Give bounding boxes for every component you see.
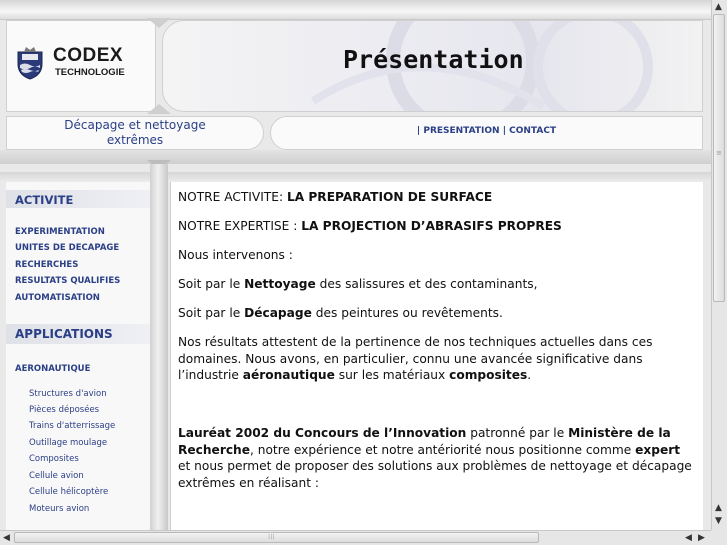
top-strip xyxy=(0,0,711,20)
text: patronné par le xyxy=(466,426,569,440)
separator-band-lower xyxy=(0,172,711,182)
gear-notch-top xyxy=(147,18,171,28)
text: , notre expérience et notre antériorité nous positionne comme xyxy=(250,442,636,457)
paragraph-nettoyage xyxy=(178,276,693,293)
text: Nos résultats attestent de la pertinence de nos techniques actuelles dans ces domaines. Nous avons, en particulier, connu une avancée significative dans l’industrie xyxy=(178,335,653,383)
nav-link-presentation[interactable]: PRESENTATION xyxy=(423,126,500,136)
nav-link-contact[interactable]: CONTACT xyxy=(509,126,557,136)
text-bold: Décapage xyxy=(244,306,312,320)
text: des salissures et des contaminants, xyxy=(315,277,538,291)
vertical-scroll-thumb[interactable] xyxy=(713,14,725,302)
sidebar-heading-activite: ACTIVITE xyxy=(6,190,150,208)
sidebar-subitem-outillage-moulage[interactable]: Outillage moulage xyxy=(29,438,108,448)
scroll-right-arrow-icon[interactable]: ▶ xyxy=(698,533,705,543)
text: et nous permet de proposer des solutions aux problèmes de nettoyage et décapage extrêmes en réalisant : xyxy=(178,459,692,490)
text-bold: Ministère de la Recherche xyxy=(178,426,671,457)
sidebar-item-automatisation[interactable]: AUTOMATISATION xyxy=(15,293,100,303)
nav-separator: | xyxy=(416,126,421,136)
sidebar-subitem-moteurs-avion[interactable]: Moteurs avion xyxy=(29,504,90,514)
text-bold: LA PROJECTION D’ABRASIFS PROPRES xyxy=(301,219,562,233)
text-bold: composites xyxy=(449,368,528,383)
text: . xyxy=(527,368,532,383)
sidebar-item-recherches[interactable]: RECHERCHES xyxy=(15,260,79,270)
text-bold: aéronautique xyxy=(242,368,335,383)
sidebar-rail xyxy=(150,164,168,530)
slogan-line-1: Décapage et nettoyage xyxy=(64,118,206,132)
sidebar-item-resultats-qualifies[interactable]: RESULTATS QUALIFIES xyxy=(15,276,121,286)
top-nav xyxy=(270,126,703,136)
text-bold: Lauréat 2002 du Concours de l’Innovation xyxy=(178,426,467,440)
text-bold: expert xyxy=(635,442,681,457)
paragraph-decapage xyxy=(178,305,693,322)
scroll-left-arrow-icon[interactable]: ◀ xyxy=(3,533,10,543)
scrollbar-corner xyxy=(711,530,727,545)
scroll-left-arrow-icon-right[interactable]: ◀ xyxy=(685,533,692,543)
sidebar-subitem-composites[interactable]: Composites xyxy=(29,454,79,464)
grip-icon-horizontal: ⁞⁞⁞ xyxy=(268,533,275,541)
page-title: Présentation xyxy=(343,45,524,74)
nav-separator: | xyxy=(502,126,506,136)
text-bold: LA PREPARATION DE SURFACE xyxy=(286,190,493,204)
sidebar-item-experimentation[interactable]: EXPERIMENTATION xyxy=(15,227,105,237)
text: sur les matériaux xyxy=(334,368,450,383)
text: des peintures ou revêtements. xyxy=(311,306,503,320)
sidebar-item-aeronautique[interactable]: AERONAUTIQUE xyxy=(15,364,91,374)
text: Nous intervenons : xyxy=(178,248,293,262)
sidebar-subitem-structures-avion[interactable]: Structures d'avion xyxy=(29,389,107,399)
text: NOTRE ACTIVITE: xyxy=(178,190,287,204)
sidebar-subitem-trains-atterrissage[interactable]: Trains d'atterrissage xyxy=(29,421,116,431)
sidebar-item-unites-de-decapage[interactable]: UNITES DE DECAPAGE xyxy=(15,243,120,253)
scroll-down-arrow-icon[interactable]: ▼ xyxy=(715,516,722,526)
paragraph-intervenons xyxy=(178,247,693,264)
sidebar-subitem-cellule-avion[interactable]: Cellule avion xyxy=(29,471,84,481)
logo-subtitle: TECHNOLOGIE xyxy=(55,67,125,78)
horizontal-scroll-thumb[interactable] xyxy=(14,532,539,543)
paragraph-resultats xyxy=(178,334,693,384)
text: NOTRE EXPERTISE : xyxy=(178,219,302,233)
text-bold: Nettoyage xyxy=(244,277,316,291)
paragraph-expertise xyxy=(178,218,693,235)
logo-wordmark: CODEX xyxy=(53,45,124,66)
sidebar-subitem-cellule-helicoptere[interactable]: Cellule hélicoptère xyxy=(29,487,109,497)
header-banner xyxy=(162,20,703,112)
grip-icon: ≡ xyxy=(716,149,722,157)
text: Soit par le xyxy=(178,277,245,291)
text: Soit par le xyxy=(178,306,245,320)
paragraph-laureat xyxy=(178,425,693,491)
logo-panel xyxy=(6,20,156,112)
scroll-up-arrow-icon-lower[interactable]: ▲ xyxy=(715,503,722,513)
slogan-line-2: extrêmes xyxy=(106,133,164,147)
sidebar-subitem-pieces-deposees[interactable]: Pièces déposées xyxy=(29,405,100,415)
separator-band xyxy=(0,150,711,164)
paragraph-activite xyxy=(178,189,693,206)
shield-logo-icon xyxy=(16,46,44,80)
sidebar-heading-applications: APPLICATIONS xyxy=(6,324,150,344)
gear-notch-mid xyxy=(147,104,171,114)
slogan xyxy=(6,118,264,148)
scroll-up-arrow-icon[interactable]: ▲ xyxy=(715,2,722,12)
